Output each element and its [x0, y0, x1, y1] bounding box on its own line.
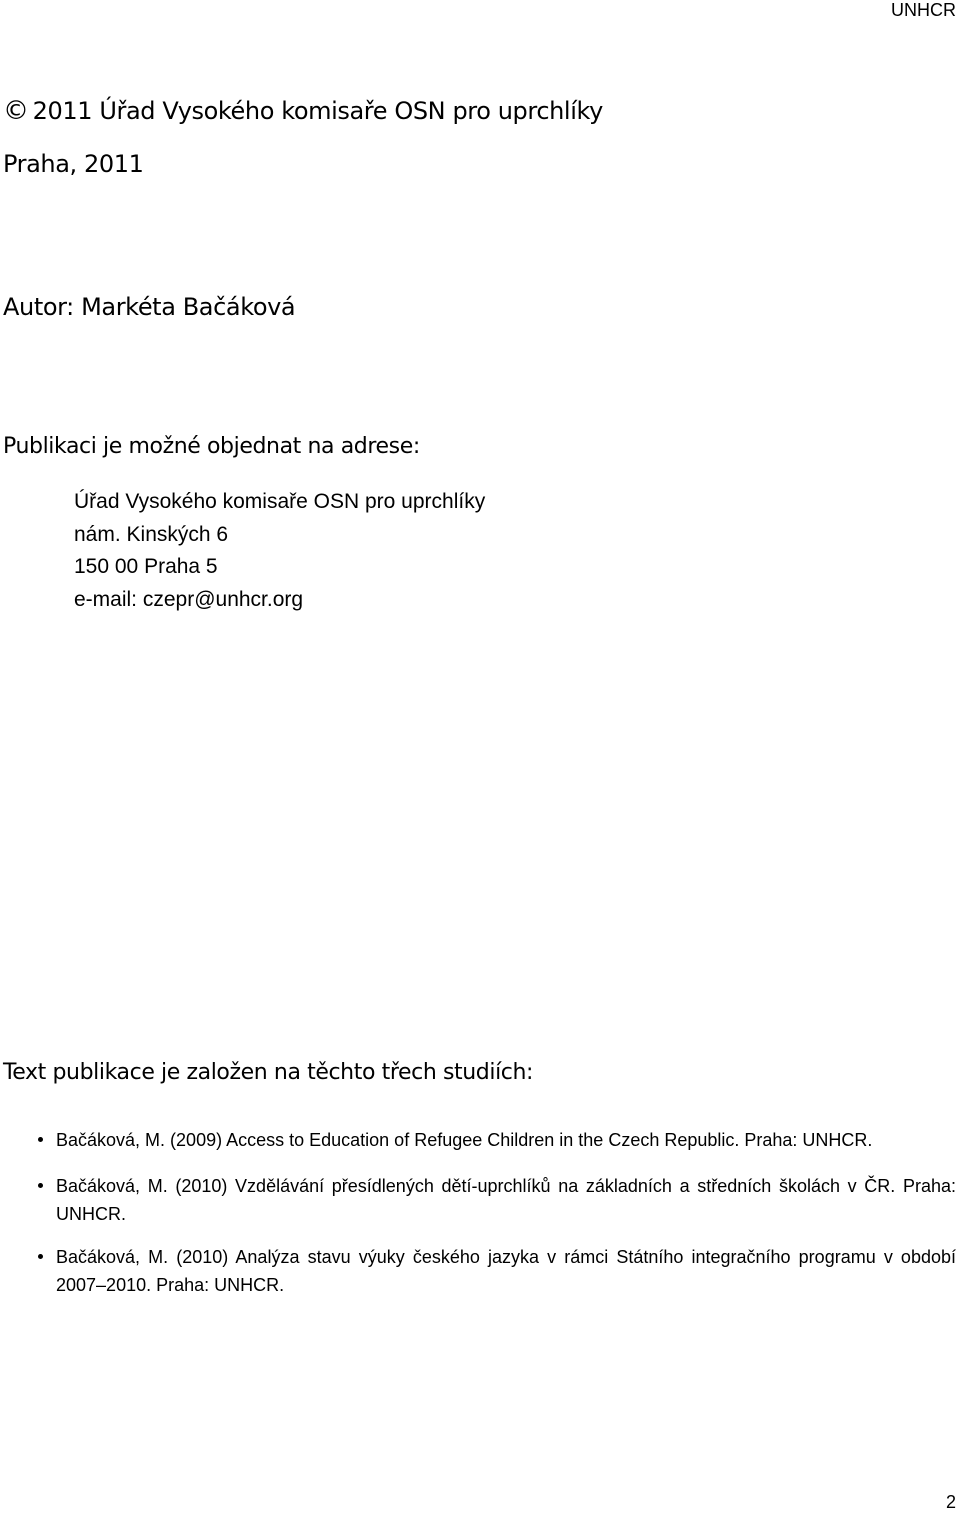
author-label: Autor: — [3, 293, 74, 321]
author-name: Markéta Bačáková — [81, 293, 296, 321]
address-line: nám. Kinských 6 — [74, 522, 229, 546]
bullet-icon — [38, 1254, 43, 1259]
copyright-text: 2011 Úřad Vysokého komisaře OSN pro uprchlíky — [32, 97, 603, 125]
address-email: e-mail: czepr@unhcr.org — [74, 587, 304, 611]
bullet-icon — [38, 1137, 43, 1142]
bullet-icon — [38, 1183, 43, 1188]
copyright-line — [3, 96, 603, 126]
reference-text: Bačáková, M. (2010) Analýza stavu výuky českého jazyka v rámci Státního integračního programu v období 2007–2010. Praha: UNHCR. — [56, 1247, 956, 1295]
list-item — [56, 1172, 956, 1228]
address-line: 150 00 Praha 5 — [74, 555, 218, 578]
order-address — [74, 486, 485, 616]
running-header: UNHCR — [891, 0, 956, 20]
list-item — [56, 1126, 956, 1154]
reference-text: Bačáková, M. (2010) Vzdělávání přesídlených dětí-uprchlíků na základních a středních školách v ČR. Praha: UNHCR. — [56, 1176, 956, 1224]
list-item — [56, 1243, 956, 1299]
order-heading: Publikaci je možné objednat na adrese: — [3, 434, 420, 459]
place-year: Praha, 2011 — [3, 150, 144, 178]
studies-heading: Text publikace je založen na těchto třech studiích: — [3, 1060, 534, 1085]
reference-text: Bačáková, M. (2009) Access to Education of Refugee Children in the Czech Republic. Praha: UNHCR. — [56, 1130, 873, 1150]
copyright-symbol: © — [3, 96, 29, 126]
page-number: 2 — [945, 1492, 956, 1512]
author-line — [3, 293, 295, 321]
address-line: Úřad Vysokého komisaře OSN pro uprchlíky — [74, 490, 486, 513]
